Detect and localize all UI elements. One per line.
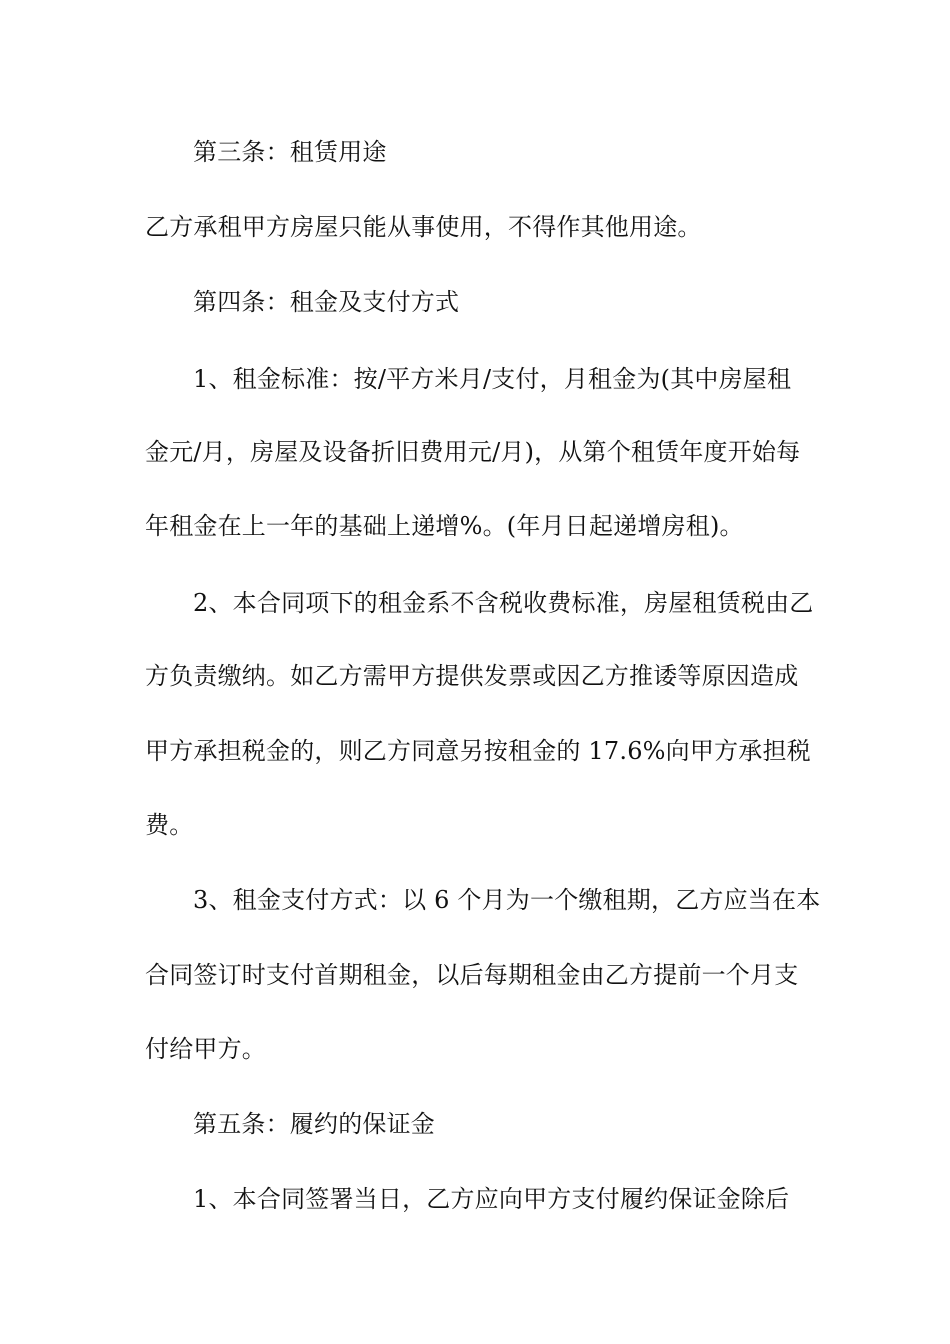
paragraph-line: 合同签订时支付首期租金，以后每期租金由乙方提前一个月支 [145, 961, 799, 989]
paragraph-line: 方负责缴纳。如乙方需甲方提供发票或因乙方推诿等原因造成 [145, 662, 799, 690]
paragraph-line: 1、租金标准：按/平方米月/支付，月租金为(其中房屋租 [193, 365, 792, 393]
section-heading-article-5: 第五条：履约的保证金 [193, 1110, 435, 1138]
paragraph-line: 乙方承租甲方房屋只能从事使用，不得作其他用途。 [145, 213, 702, 241]
section-heading-article-3: 第三条：租赁用途 [193, 138, 387, 166]
paragraph-line: 3、租金支付方式：以 6 个月为一个缴租期，乙方应当在本 [193, 886, 821, 914]
paragraph-line: 1、本合同签署当日，乙方应向甲方支付履约保证金除后 [193, 1185, 790, 1213]
section-heading-article-4: 第四条：租金及支付方式 [193, 288, 460, 316]
paragraph-line: 2、本合同项下的租金系不含税收费标准，房屋租赁税由乙 [193, 589, 814, 617]
paragraph-line: 付给甲方。 [145, 1035, 266, 1063]
paragraph-line: 年租金在上一年的基础上递增%。(年月日起递增房租)。 [145, 512, 744, 540]
paragraph-line: 费。 [145, 811, 194, 839]
paragraph-line: 金元/月，房屋及设备折旧费用元/月)，从第个租赁年度开始每 [145, 438, 801, 466]
paragraph-line: 甲方承担税金的，则乙方同意另按租金的 17.6%向甲方承担税 [145, 737, 811, 765]
